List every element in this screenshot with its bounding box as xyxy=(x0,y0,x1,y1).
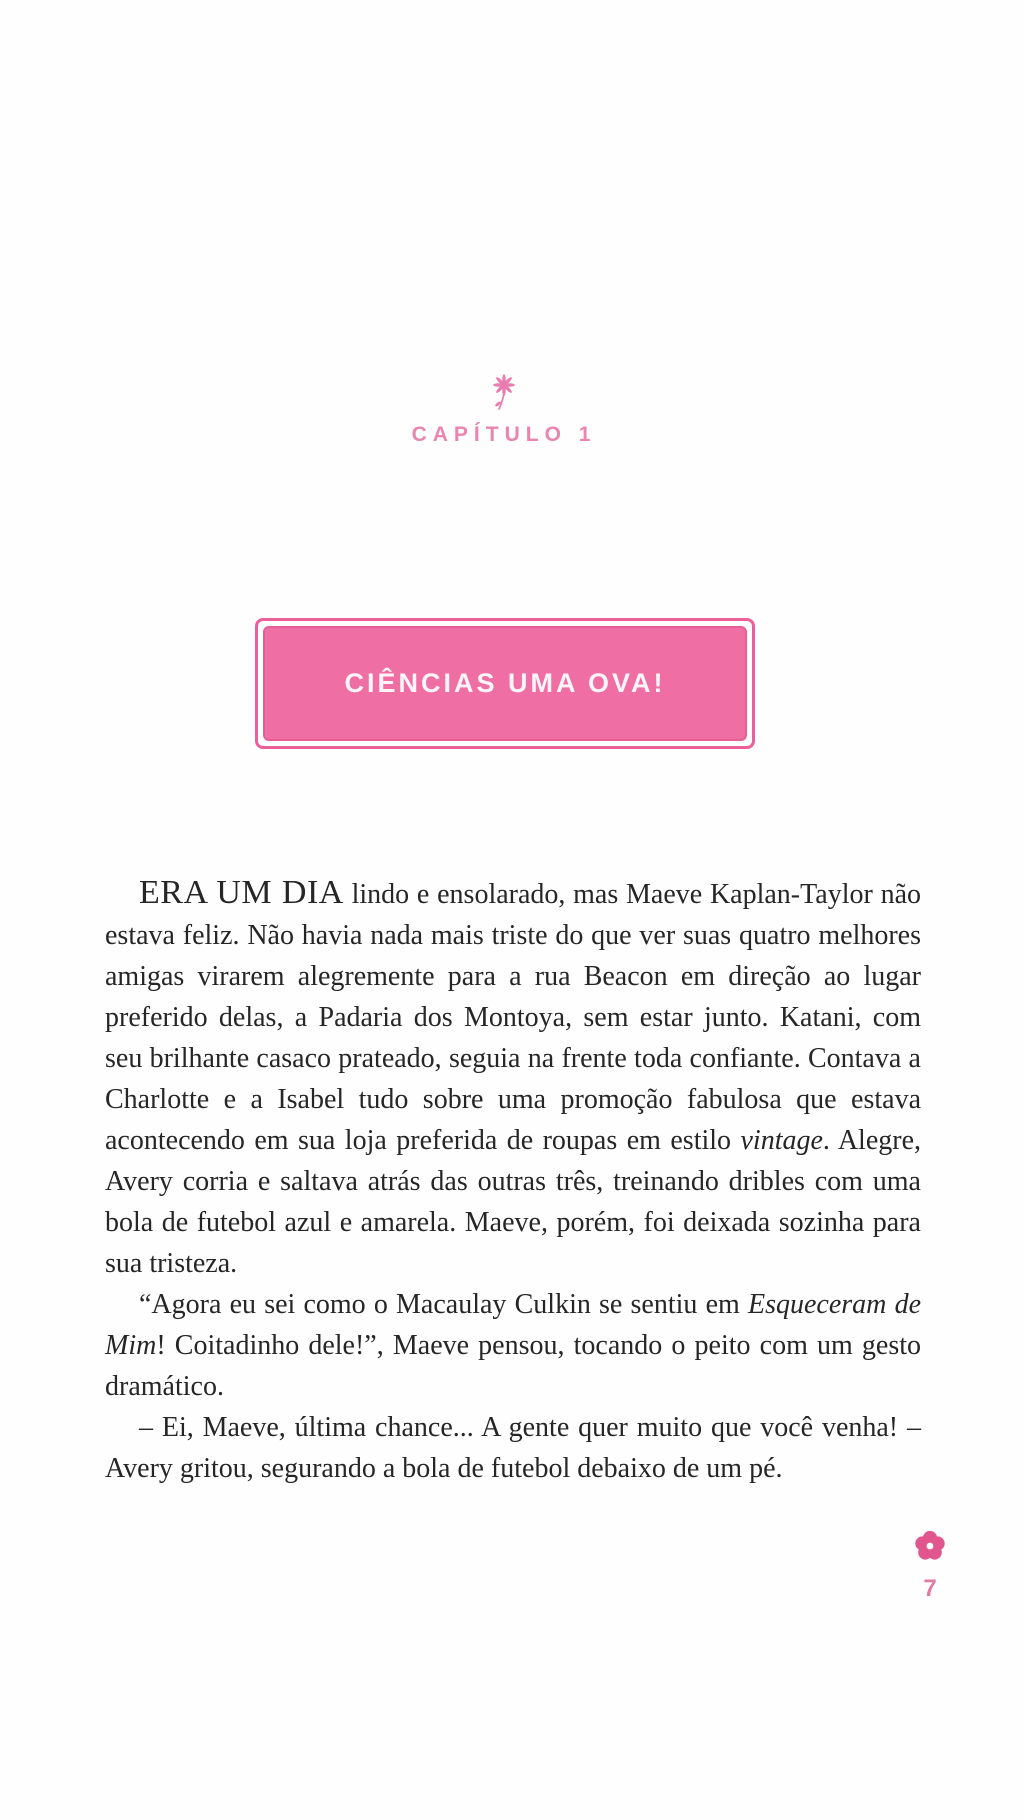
paragraph-2-rest: ! Coitadinho dele!”, Maeve pensou, tocando o peito com um gesto dramático. xyxy=(105,1330,921,1402)
paragraph-1-text: lindo e ensolarado, mas Maeve Kaplan-Taylor não estava feliz. Não havia nada mais triste do que ver suas quatro melhores amigas virarem alegremente para a rua Beacon em direção ao lugar preferido delas, a Padaria dos Montoya, sem estar junto. Katani, com seu brilhante casaco prateado, seguia na frente toda confiante. Contava a Charlotte e a Isabel tudo sobre uma promoção fabulosa que estava acontecendo em sua loja preferida de roupas em estilo xyxy=(105,879,921,1156)
florette-icon xyxy=(912,1528,948,1569)
paragraph-2 xyxy=(105,1284,921,1407)
paragraph-3-text: – Ei, Maeve, última chance... A gente quer muito que você venha! – Avery gritou, segurando a bola de futebol debaixo de um pé. xyxy=(105,1412,921,1484)
flower-sprig-icon xyxy=(488,374,520,416)
body-text xyxy=(105,872,921,1489)
chapter-label: CAPÍTULO 1 xyxy=(411,423,597,446)
chapter-title-box xyxy=(255,618,755,749)
lead-in: ERA UM DIA xyxy=(139,874,344,911)
chapter-heading xyxy=(0,374,1008,447)
paragraph-1-rest: . Alegre, Avery corria e saltava atrás das outras três, treinando dribles com uma bola de futebol azul e amarela. Maeve, porém, foi deixada sozinha para sua tristeza. xyxy=(105,1125,921,1279)
paragraph-2-text: “Agora eu sei como o Macaulay Culkin se sentiu em xyxy=(139,1289,748,1320)
paragraph-1-italic: vintage xyxy=(740,1125,823,1156)
paragraph-1 xyxy=(105,872,921,1284)
page-number: 7 xyxy=(923,1575,937,1602)
chapter-title-box-inner xyxy=(263,626,747,741)
paragraph-2-italic: Esqueceram de Mim xyxy=(105,1289,921,1361)
chapter-title: CIÊNCIAS UMA OVA! xyxy=(344,668,666,698)
paragraph-3 xyxy=(105,1407,921,1489)
